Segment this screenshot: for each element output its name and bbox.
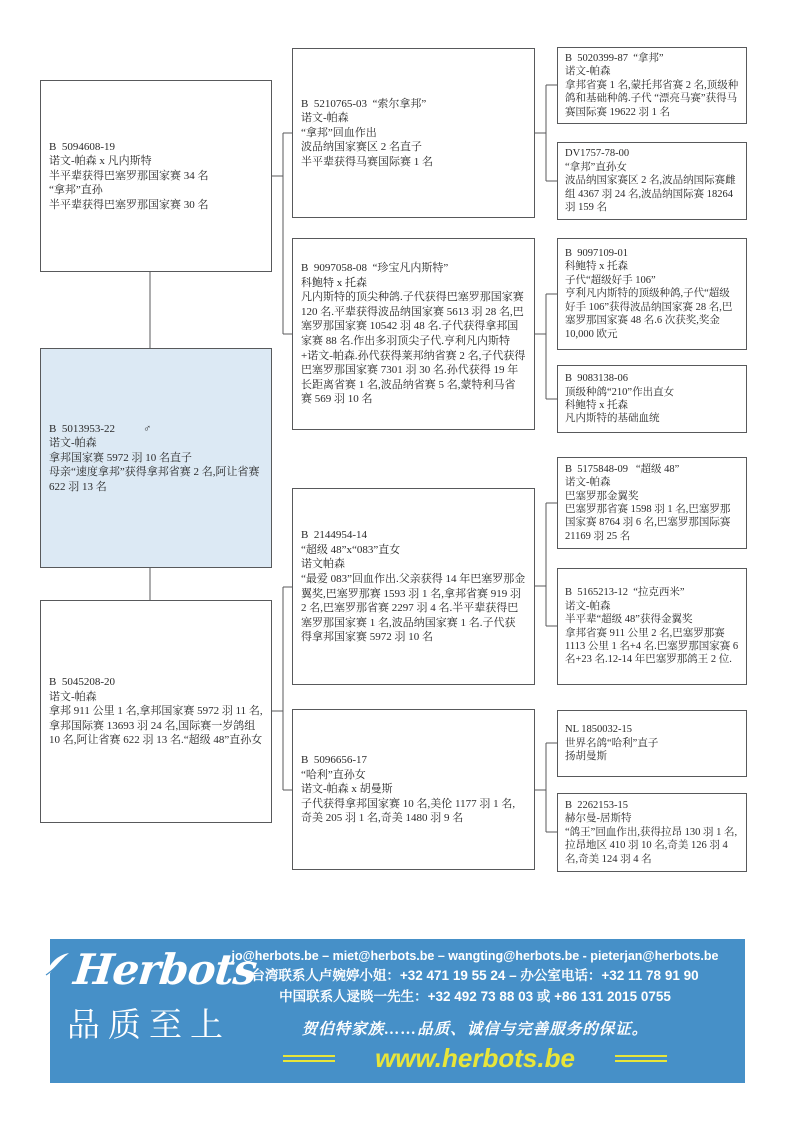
text-line: “拿邦”回血作出: [301, 126, 377, 139]
pedigree-box-text: [565, 463, 739, 544]
text-line: B 9083138-06: [565, 373, 628, 385]
pedigree-box-main: [40, 348, 272, 568]
ring-number: B 5013953-22: [49, 422, 115, 435]
pedigree-box-text: [565, 372, 739, 426]
text-line: 亨利凡内斯特的顶级种鸽,子代“超级好手 106”获得波品纳国家赛 28 名,巴塞罗那国家赛 48 名.6 次获奖,奖金 10,000 欧元: [565, 288, 733, 340]
text-line: 拿邦 911 公里 1 名,拿邦国家赛 5972 羽 11 名,拿邦国际赛 13693 羽 24 名,国际赛一岁鸽组 10 名,阿让省赛 622 羽 13 名.“超级 48”直孙女: [49, 705, 263, 747]
pedigree-box-text: [301, 261, 526, 406]
pedigree-box-text: [565, 147, 739, 214]
pedigree-box-sd-dam: [557, 365, 747, 433]
text-line: DV1757-78-00: [565, 148, 630, 160]
text-line: 诺文-帕森: [49, 690, 97, 703]
pedigree-box-text: [301, 528, 526, 644]
text-line: 诺文-帕森 x 凡内斯特: [49, 155, 152, 168]
text-line: B 5094608-19: [49, 140, 115, 153]
text-line: 世界名鸽“哈利”直子: [565, 737, 659, 749]
text-line: B 5020399-87 “拿邦”: [565, 52, 664, 64]
main-ring-line: [49, 422, 263, 437]
contact-taiwan: 台湾联系人卢婉婷小姐：+32 471 19 55 24 – 办公室电话：+32 11 78 91 90: [251, 968, 699, 984]
text-line: 拿邦国家赛 5972 羽 10 名直子: [49, 451, 192, 464]
text-line: 科鲍特 x 托森: [301, 276, 367, 289]
pedigree-box-sire-dam: [292, 238, 535, 430]
brand-slogan: 贺伯特家族……品质、诚信与完善服务的保证。: [301, 1021, 649, 1039]
text-line: B 5165213-12 “拉克西米”: [565, 587, 685, 599]
text-line: 半平辈获得马赛国际赛 1 名: [301, 155, 433, 168]
text-line: B 5175848-09 “超级 48”: [565, 463, 680, 475]
pedigree-box-text: [49, 675, 263, 748]
website-url: www.herbots.be: [375, 1043, 575, 1074]
text-line: 拿邦省赛 911 公里 2 名,巴塞罗那赛 1113 公里 1 名+4 名.巴塞罗那国家赛 6 名+23 名.12-14 年巴塞罗那鸽王 2 位.: [565, 627, 741, 666]
pedigree-box-text: [49, 436, 263, 494]
pedigree-box-text: [301, 97, 526, 170]
pedigree-box-text: [301, 753, 526, 826]
text-line: 诺文-帕森 x 胡曼斯: [301, 783, 393, 796]
text-line: 子代获得拿邦国家赛 10 名,美伦 1177 羽 1 名,奇美 205 羽 1 名,奇美 1480 羽 9 名: [301, 797, 516, 825]
pedigree-box-text: [565, 52, 739, 119]
pedigree-box-text: [565, 247, 739, 341]
pedigree-box-text: [565, 723, 739, 763]
pedigree-box-ss-sire: [557, 47, 747, 124]
text-line: 凡内斯特的基础血统: [565, 413, 660, 425]
footer-banner: [50, 939, 745, 1083]
text-line: “哈利”直孙女: [301, 768, 366, 781]
text-line: 巴塞罗那金翼奖: [565, 490, 639, 502]
brand-tagline: 品质至上: [67, 1008, 231, 1044]
pedigree-box-text: [565, 586, 739, 667]
text-line: 诺文-帕森: [565, 477, 611, 489]
text-line: NL 1850032-15: [565, 724, 632, 736]
brand-block: [64, 945, 259, 1046]
text-line: “超级 48”x“083”直女: [301, 543, 401, 556]
text-line: 半平辈获得巴塞罗那国家赛 30 名: [49, 198, 209, 211]
pedigree-box-dam-dam: [292, 709, 535, 870]
pedigree-box-sd-sire: [557, 238, 747, 350]
text-line: 子代“超级好手 106”: [565, 274, 656, 286]
pedigree-box-dam: [40, 600, 272, 823]
text-line: 波品纳国家赛区 2 名,波品纳国际赛雌组 4367 羽 24 名,波品纳国际赛 18264 羽 159 名: [565, 175, 736, 214]
text-line: 波品纳国家赛区 2 名直子: [301, 141, 422, 154]
pedigree-box-text: [565, 799, 739, 866]
text-line: 半平辈“超级 48”获得金翼奖: [565, 614, 693, 626]
pedigree-box-sire: [40, 80, 272, 272]
text-line: B 9097109-01: [565, 247, 628, 259]
decor-line-right: [615, 1055, 667, 1062]
text-line: “拿邦”直孙女: [565, 161, 627, 173]
pedigree-box-ds-sire: [557, 457, 747, 549]
feather-icon: [42, 951, 72, 990]
decor-line-left: [283, 1055, 335, 1062]
text-line: B 2144954-14: [301, 529, 367, 542]
text-line: 诺文-帕森: [565, 600, 611, 612]
text-line: 诺文-帕森: [565, 66, 611, 78]
text-line: “鸽王”回血作出,获得拉昂 130 羽 1 名,拉昂地区 410 羽 10 名,奇美 126 羽 4 名,奇美 124 羽 4 名: [565, 826, 738, 865]
contact-china: 中国联系人逯晱一先生：+32 492 73 88 03 或 +86 131 2015 0755: [279, 989, 671, 1005]
pedigree-box-dd-dam: [557, 793, 747, 872]
website-row: [283, 1043, 667, 1074]
contact-block: [210, 947, 740, 1077]
text-line: B 2262153-15: [565, 799, 628, 811]
text-line: 诺文帕森: [301, 558, 345, 571]
text-line: 赫尔曼-居斯特: [565, 813, 632, 825]
text-line: “拿邦”直孙: [49, 184, 103, 197]
text-line: 科鲍特 x 托森: [565, 261, 628, 273]
text-line: 半平辈获得巴塞罗那国家赛 34 名: [49, 169, 209, 182]
text-line: B 5045208-20: [49, 676, 115, 689]
text-line: 顶级种鸽“210”作出直女: [565, 386, 675, 398]
text-line: B 5096656-17: [301, 754, 367, 767]
pedigree-box-dd-sire: [557, 710, 747, 777]
pedigree-box-ds-dam: [557, 568, 747, 685]
pedigree-box-dam-sire: [292, 488, 535, 685]
contact-emails: jo@herbots.be – miet@herbots.be – wangting@herbots.be - pieterjan@herbots.be: [231, 949, 719, 963]
pedigree-box-text: [49, 140, 263, 213]
text-line: 凡内斯特的顶尖种鸽.子代获得巴塞罗那国家赛 120 名.平辈获得波品纳国家赛 5613 羽 28 名,巴塞罗那国家赛 10542 羽 48 名.子代获得拿邦国家赛 88 名.作出多羽顶尖子代.亨利凡内斯特+诺文-帕森.孙代获得莱邦纳省赛 2 名,子代获得巴塞罗那国家赛 7301 羽 30 名.孙代获得 19 年长距离省赛 1 名,波品纳省赛 5 名,蒙特利马省赛 569 羽 10 名: [301, 291, 527, 406]
pedigree-box-sire-sire: [292, 48, 535, 218]
text-line: “最爱 083”回血作出.父亲获得 14 年巴塞罗那金翼奖,巴塞罗那赛 1593 羽 1 名,拿邦省赛 919 羽 2 名,巴塞罗那省赛 2297 羽 4 名.半平辈获得巴塞罗那国家赛 1 名,波品纳国家赛 1 名.子代获得拿邦国家赛 5972 羽 10 名: [301, 572, 526, 644]
male-icon: ♂: [143, 422, 152, 435]
text-line: 巴塞罗那省赛 1598 羽 1 名,巴塞罗那国家赛 8764 羽 6 名,巴塞罗那国际赛 21169 羽 25 名: [565, 504, 733, 542]
text-line: 母亲“速度拿邦”获得拿邦省赛 2 名,阿让省赛 622 羽 13 名: [49, 466, 263, 493]
text-line: 扬胡曼斯: [565, 751, 607, 763]
text-line: 诺文-帕森: [301, 112, 349, 125]
text-line: 拿邦省赛 1 名,蒙托邦省赛 2 名,顶级种鸽和基础种鸽.子代 “漂亮马赛”获得马赛国际赛 19622 羽 1 名: [565, 79, 739, 118]
text-line: 科鲍特 x 托森: [565, 400, 628, 411]
text-line: B 9097058-08 “珍宝凡内斯特”: [301, 262, 449, 275]
text-line: 诺文-帕森: [49, 437, 97, 450]
brand-logo-text: Herbots: [71, 945, 259, 994]
text-line: B 5210765-03 “索尔拿邦”: [301, 97, 427, 110]
pedigree-box-ss-dam: [557, 142, 747, 220]
